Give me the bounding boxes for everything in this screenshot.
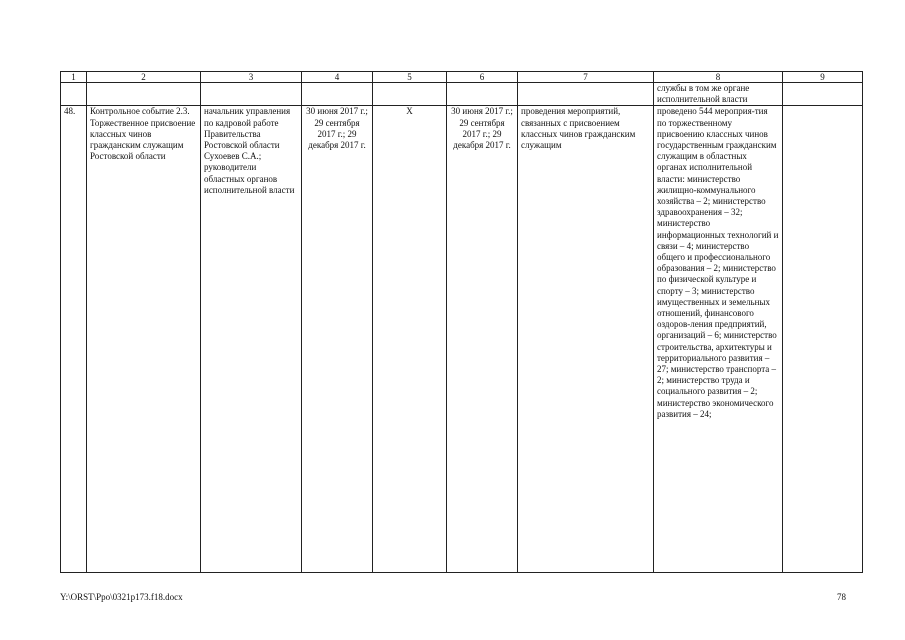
continued-cell-7 xyxy=(518,83,654,106)
continued-cell-4 xyxy=(302,83,373,106)
continued-row xyxy=(61,83,863,106)
actual-date-cell: 30 июня 2017 г.; 29 сентября 2017 г.; 29 декабря 2017 г. xyxy=(447,106,518,573)
header-col-7: 7 xyxy=(518,72,654,83)
table-row xyxy=(61,106,863,573)
event-name-cell: Контрольное событие 2.3. Торжественное присвоение классных чинов гражданским служащим Ростовской области xyxy=(87,106,201,573)
header-row xyxy=(61,72,863,83)
header-col-1: 1 xyxy=(61,72,87,83)
continued-cell-3 xyxy=(201,83,302,106)
header-col-5: 5 xyxy=(373,72,447,83)
notes-cell xyxy=(783,106,863,573)
page-number: 78 xyxy=(837,592,846,602)
marker-cell: Х xyxy=(373,106,447,573)
continued-cell-1 xyxy=(61,83,87,106)
continued-cell-6 xyxy=(447,83,518,106)
continued-cell-8: службы в том же органе исполнительной власти xyxy=(654,83,783,106)
row-number-cell: 48. xyxy=(61,106,87,573)
details-cell: проведено 544 мероприя-тия по торжественному присвоению классных чинов государственным гражданским служащим в областных органах исполнительной власти: министерство жилищно-коммунального хозяйства – 2; министерство здравоохранения – 32; министерство информационных технологий и связи – 4; министерство общего и профессионального образования – 2; министерство по физической культуре и спорту – 3; министерство имущественных и земельных отношений, финансового оздоров-ления предприятий, организаций – 6; министерство строительства, архитектуры и территориального развития – 27; министерство транспорта – 2; министерство труда и социального развития – 2; министерство экономического развития – 24; xyxy=(654,106,783,573)
responsible-cell: начальник управления по кадровой работе Правительства Ростовской области Сухоевев С.А.; руководители областных органов исполнительной власти xyxy=(201,106,302,573)
header-col-6: 6 xyxy=(447,72,518,83)
header-col-4: 4 xyxy=(302,72,373,83)
planned-date-cell: 30 июня 2017 г.; 29 сентября 2017 г.; 29 декабря 2017 г. xyxy=(302,106,373,573)
continued-cell-5 xyxy=(373,83,447,106)
header-col-9: 9 xyxy=(783,72,863,83)
result-cell: проведения мероприятий, связанных с присвоением классных чинов гражданским служащим xyxy=(518,106,654,573)
continued-cell-9 xyxy=(783,83,863,106)
header-col-2: 2 xyxy=(87,72,201,83)
file-path-footer: Y:\ORST\Ppo\0321p173.f18.docx xyxy=(60,592,183,602)
header-col-8: 8 xyxy=(654,72,783,83)
document-table xyxy=(60,71,863,573)
header-col-3: 3 xyxy=(201,72,302,83)
continued-cell-2 xyxy=(87,83,201,106)
